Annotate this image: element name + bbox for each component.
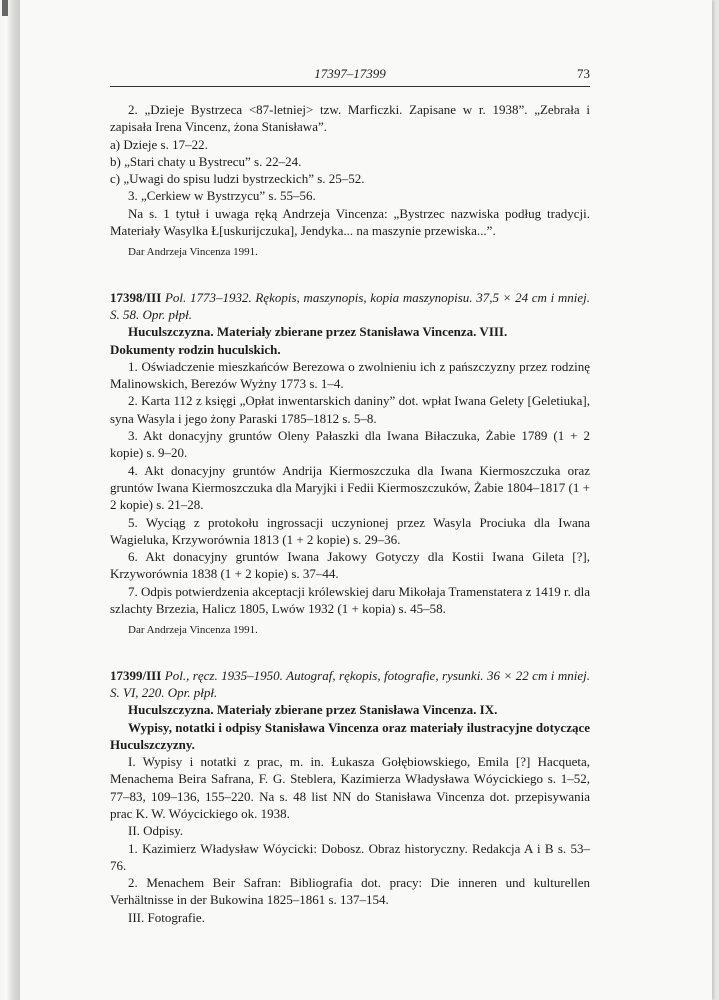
entry-17397	[110, 101, 590, 262]
list-item: 2. Menachem Beir Safran: Bibliografia dot. pracy: Die inneren und kulturellen Verhältnisse in der Bukowina 1825–1861 s. 137–154.	[110, 875, 590, 908]
entry-description: Pol., ręcz. 1935–1950. Autograf, rękopis, fotografie, rysunki. 36 × 22 cm i mniej. S. VI, 220. Opr. płpł.	[110, 667, 590, 700]
list-item: 1. Oświadczenie mieszkańców Berezowa o zwolnieniu ich z pańszczyzny przez rodzinę Malinowskich, Berezów Wyżny 1773 s. 1–4.	[110, 358, 590, 392]
header-title: 17397–17399	[314, 66, 386, 81]
list-item: II. Odpisy.	[128, 823, 184, 839]
entry-heading: Huculszczyzna. Materiały zbierane przez Stanisława Vincenza. VIII.	[128, 324, 508, 340]
entry-line: b) „Stari chaty u Bystrecu” s. 22–24.	[110, 153, 302, 169]
entry-number: 17398/III	[110, 289, 162, 305]
list-item: III. Fotografie.	[128, 909, 205, 925]
entry-line: 2. „Dzieje Bystrzeca <87-letniej> tzw. Marficzki. Zapisane w r. 1938”. „Zebrała i zapisała Irena Vincenz, żona Stanisława”.	[110, 102, 590, 135]
entry-number: 17399/III	[110, 667, 162, 683]
entry-heading: Huculszczyzna. Materiały zbierane przez Stanisława Vincenza. IX.	[128, 702, 498, 718]
running-header	[110, 64, 590, 87]
scan-edge	[0, 0, 22, 1000]
entry-subheading: Wypisy, notatki i odpisy Stanisława Vincenza oraz materiały ilustracyjne dotyczące Huculszczyzny.	[110, 719, 590, 752]
entry-header	[110, 289, 590, 324]
page-number: 73	[577, 66, 590, 81]
entry-description: Pol. 1773–1932. Rękopis, maszynopis, kopia maszynopisu. 37,5 × 24 cm i mniej. S. 58. Opr. płpł.	[110, 289, 591, 322]
list-item: 5. Wyciąg z protokołu ingrossacji uczynionej przez Wasyla Prociuka dla Iwana Wagieluka, Krzyworównia 1813 (1 + 2 kopie) s. 29–36.	[110, 514, 590, 547]
entry-17399	[110, 667, 590, 926]
entry-header	[110, 667, 590, 702]
list-item: 3. Akt donacyjny gruntów Oleny Pałaszki dla Iwana Biłaczuka, Żabie 1789 (1 + 2 kopie) s. 9–20.	[110, 428, 590, 461]
donation-note: Dar Andrzeja Vincenza 1991.	[128, 246, 258, 259]
page-content	[110, 101, 590, 926]
list-item: I. Wypisy i notatki z prac, m. in. Łukasza Gołębiowskiego, Emila [?] Hacqueta, Menachema Beira Safrana, F. G. Steblera, Kazimierza Władysława Wóycickiego s. 1–52, 77–83, 109–136, 155–220. Na s. 48 list NN do Stanisława Vincenza dot. przepisywania prac K. W. Wóycickiego ok. 1938.	[110, 754, 590, 821]
entry-line: 3. „Cerkiew w Bystrzycu” s. 55–56.	[128, 188, 316, 204]
list-item: 6. Akt donacyjny gruntów Iwana Jakowy Gotyczy dla Kostii Iwana Gileta [?], Krzyworównia 1838 (1 + 2 kopie) s. 37–44.	[110, 549, 590, 582]
list-item: 7. Odpis potwierdzenia akceptacji królewskiej daru Mikołaja Tramenstatera z 1419 r. dla szlachty Brzezia, Halicz 1805, Lwów 1932 (1 + kopia) s. 45–58.	[110, 583, 590, 617]
scan-mark	[2, 0, 8, 16]
list-item: 1. Kazimierz Władysław Wóycicki: Dobosz. Obraz historyczny. Redakcja A i B s. 53–76.	[110, 840, 590, 873]
entry-line: Na s. 1 tytuł i uwaga ręką Andrzeja Vincenza: „Bystrzec nazwiska podług tradycji. Materiały Wasylka Ł[uskurijczuka], Jendyka... na maszynie przewiska...”.	[110, 205, 590, 239]
entry-17398	[110, 289, 590, 640]
list-item: 4. Akt donacyjny gruntów Andrija Kiermoszczuka dla Iwana Kiermoszczuka oraz gruntów Iwana Kiermoszczuka dla Maryjki i Fedii Kiermoszczuków, Żabie 1804–1817 (1 + 2 kopie) s. 21–28.	[110, 462, 590, 513]
entry-subheading: Dokumenty rodzin huculskich.	[110, 341, 281, 357]
entry-line: a) Dzieje s. 17–22.	[110, 136, 208, 152]
donation-note: Dar Andrzeja Vincenza 1991.	[128, 624, 258, 637]
entry-line: c) „Uwagi do spisu ludzi bystrzeckich” s. 25–52.	[110, 171, 365, 187]
document-page	[20, 0, 712, 1000]
list-item: 2. Karta 112 z księgi „Opłat inwentarskich daniny” dot. wpłat Iwana Gelety [Geletiuka], syna Wasyla i jego żony Paraski 1785–1812 s. 5–8.	[110, 393, 590, 426]
